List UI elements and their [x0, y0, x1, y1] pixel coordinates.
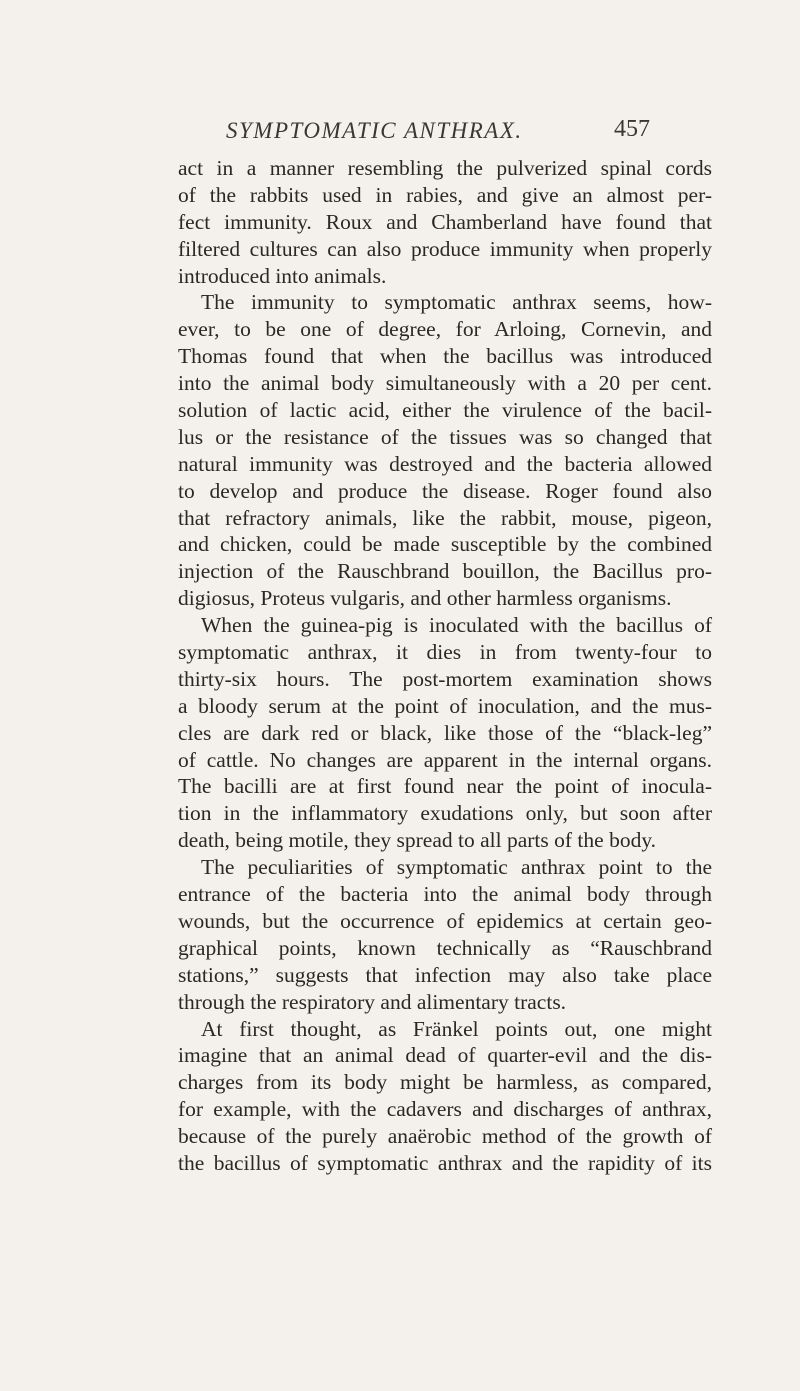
body-text: [178, 155, 712, 1177]
text-line: of the rabbits used in rabies, and give an almost per-: [178, 182, 712, 207]
page-number: 457: [614, 116, 650, 142]
text-line: At first thought, as Fränkel points out, one might: [201, 1016, 712, 1041]
text-line: lus or the resistance of the tissues was so changed that: [178, 424, 712, 449]
text-line: ever, to be one of degree, for Arloing, Cornevin, and: [178, 317, 712, 342]
text-line: natural immunity was destroyed and the bacteria allowed: [178, 451, 712, 476]
text-line: filtered cultures can also produce immunity when properly: [178, 236, 712, 261]
text-line: a bloody serum at the point of inoculation, and the mus-: [178, 693, 712, 718]
text-line: for example, with the cadavers and discharges of anthrax,: [178, 1097, 712, 1122]
running-head: SYMPTOMATIC ANTHRAX.: [226, 118, 523, 143]
text-line: introduced into animals.: [178, 263, 387, 288]
text-line: charges from its body might be harmless, as compared,: [178, 1070, 712, 1095]
text-line: tion in the inflammatory exudations only, but soon after: [178, 801, 712, 826]
text-line: cles are dark red or black, like those of the “black-leg”: [178, 720, 712, 745]
text-line: through the respiratory and alimentary tracts.: [178, 989, 567, 1014]
text-line: of cattle. No changes are apparent in the internal organs.: [178, 747, 712, 772]
text-line: symptomatic anthrax, it dies in from twenty-four to: [178, 640, 712, 665]
text-line: because of the purely anaërobic method of the growth of: [178, 1124, 712, 1149]
text-line: graphical points, known technically as “Rauschbrand: [178, 935, 712, 960]
text-line: stations,” suggests that infection may also take place: [178, 962, 712, 987]
text-line: that refractory animals, like the rabbit, mouse, pigeon,: [178, 505, 712, 530]
text-line: act in a manner resembling the pulverized spinal cords: [178, 156, 712, 180]
text-line: into the animal body simultaneously with a 20 per cent.: [178, 371, 712, 396]
text-line: solution of lactic acid, either the virulence of the bacil-: [178, 398, 712, 423]
text-line: The immunity to symptomatic anthrax seems, how-: [201, 290, 712, 315]
text-line: injection of the Rauschbrand bouillon, the Bacillus pro-: [178, 559, 712, 584]
text-line: the bacillus of symptomatic anthrax and the rapidity of its: [178, 1150, 712, 1175]
text-line: Thomas found that when the bacillus was introduced: [178, 344, 712, 369]
text-line: entrance of the bacteria into the animal body through: [178, 882, 712, 907]
text-line: The bacilli are at first found near the point of inocula-: [178, 774, 712, 799]
text-line: death, being motile, they spread to all parts of the body.: [178, 828, 657, 853]
text-line: and chicken, could be made susceptible by the combined: [178, 532, 712, 557]
text-line: thirty-six hours. The post-mortem examination shows: [178, 666, 712, 691]
text-line: When the guinea-pig is inoculated with the bacillus of: [201, 613, 712, 638]
text-line: imagine that an animal dead of quarter-evil and the dis-: [178, 1043, 712, 1068]
text-line: wounds, but the occurrence of epidemics at certain geo-: [178, 908, 712, 933]
text-line: digiosus, Proteus vulgaris, and other harmless organisms.: [178, 586, 672, 611]
text-line: to develop and produce the disease. Roger found also: [178, 478, 712, 503]
text-line: The peculiarities of symptomatic anthrax point to the: [201, 855, 712, 880]
text-line: fect immunity. Roux and Chamberland have found that: [178, 209, 712, 234]
